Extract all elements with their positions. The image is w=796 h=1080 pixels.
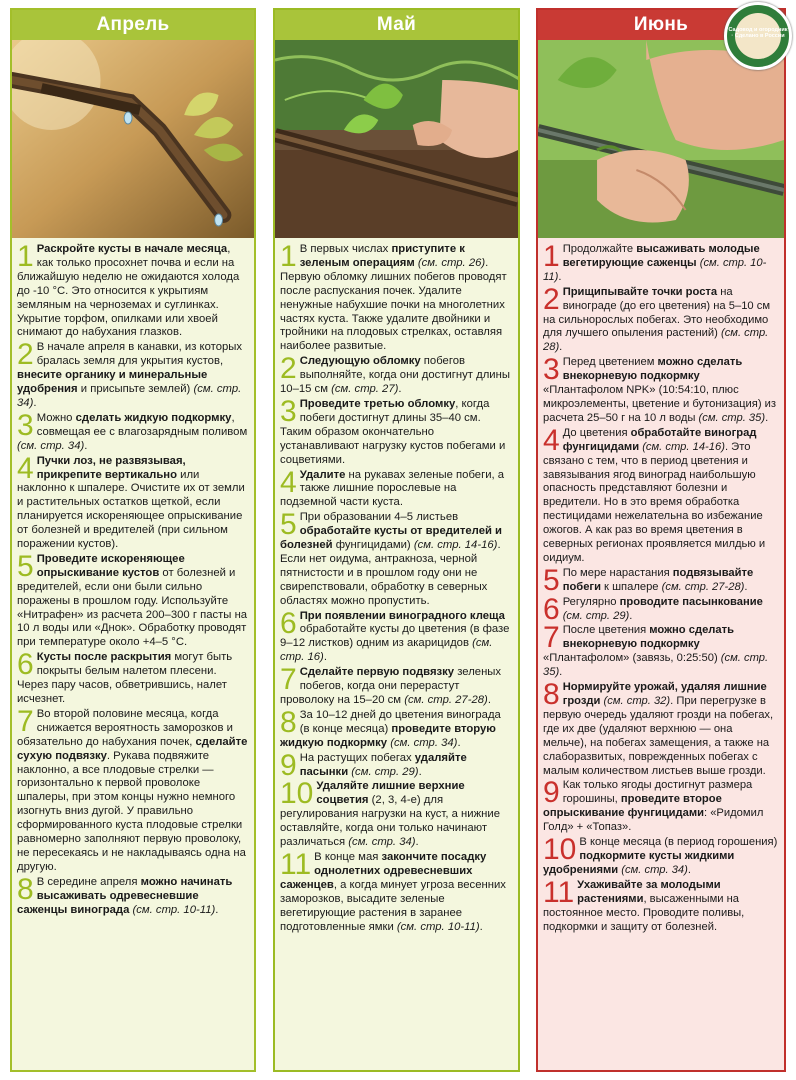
step-text: Раскройте кусты в начале месяца, как только просохнет почва и если на ближайшую неделю не ожидаются холода до -10 °С. Это относится к укрытиям земляным на черноземах и суглинках. Укрытие торфом, опилками или хвоей снимают до набухания глазков.	[17, 243, 240, 339]
step-item	[280, 847, 513, 934]
step-number: 8	[17, 872, 34, 906]
steps-list	[275, 238, 518, 934]
column-april	[10, 8, 256, 1072]
step-item	[543, 776, 779, 835]
column-june	[536, 8, 786, 1072]
step-item	[17, 549, 249, 650]
step-number: 11	[280, 847, 312, 881]
step-number: 3	[280, 394, 297, 428]
step-text: В середине апреля можно начинать высаживать одревесневшие саженцы винограда (см. стр. 10-11).	[17, 875, 233, 916]
step-number: 2	[17, 338, 34, 372]
step-number: 8	[543, 678, 560, 712]
column-title: Апрель	[12, 10, 254, 40]
step-item	[280, 352, 513, 397]
step-number: 10	[280, 777, 314, 811]
step-item	[17, 338, 249, 411]
steps-list	[538, 238, 784, 934]
step-number: 6	[280, 606, 297, 640]
step-item	[17, 704, 249, 875]
step-item	[280, 663, 513, 708]
step-text: Прищипывайте точки роста на винограде (до его цветения) на 5–10 см на сильнорослых побегах. Это необходимо для лучшего опыления растений) (см. стр. 28).	[543, 285, 771, 354]
hands-tying-vine-icon	[538, 40, 784, 238]
step-item	[17, 648, 249, 707]
step-item	[543, 621, 779, 680]
step-text: Пучки лоз, не развязывая, прикрепите вертикально или наклонно к шпалере. Очистите их от земли и растительных остатков щеткой, если планируется искореняющее опрыскивание от болезней и вредителей (при сильном поражении кустов).	[17, 454, 245, 551]
step-text: Удалите на рукавах зеленые побеги, а также лишние порослевые на подземной части куста.	[280, 468, 505, 509]
step-item	[543, 282, 779, 356]
step-item	[543, 423, 779, 566]
step-text: При появлении виноградного клеща обработайте кусты до цветения (в фазе 9–12 листков) одним из акарицидов (см. стр. 16).	[280, 609, 510, 664]
steps-list	[12, 238, 254, 918]
step-item	[280, 705, 513, 751]
step-text: Проведите третью обломку, когда побеги достигнут длины 35–40 см. Таким образом окончательно устанавливают нагрузку кустов побегами и соцветиями.	[280, 397, 506, 466]
step-text: Как только ягоды достигнут размера горошины, проведите второе опрыскивание фунгицидами: «Ридомил Голд» + «Топаз».	[543, 779, 764, 834]
step-item	[280, 606, 513, 666]
step-text: В первых числах приступите к зеленым операциям (см. стр. 26). Первую обломку лишних побегов проводят после распускания почек. Удалите ненужные набухшие почки на многолетних частях куста. Также удалите двойники и тройники на плодовых стрелках, оставляя наиболее развитые.	[280, 243, 507, 353]
step-number: 10	[543, 833, 577, 867]
step-item	[543, 875, 779, 935]
step-number: 3	[543, 353, 560, 387]
step-number: 2	[280, 352, 297, 386]
step-text: Во второй половине месяца, когда снижается вероятность заморозков и обязательно до набухания почек, сделайте сухую подвязку. Рукава подвяжите наклонно, а все плодовые стрелки — горизонтально к первой проволоке шпалеры, при этом концы нужно немного изогнуть вниз дугой. У правильно сформированного куста плодовые стрелки равномерно заполняют первую проволоку, не пересекаясь и не накладываясь одна на другую.	[17, 707, 248, 873]
step-text: По мере нарастания подвязывайте побеги к шпалере (см. стр. 27-28).	[562, 566, 754, 593]
step-item	[17, 451, 249, 552]
step-number: 7	[543, 621, 560, 655]
badge-text: Садовод и огородник · Сделано в России	[728, 27, 788, 39]
step-number: 6	[543, 592, 560, 626]
step-number: 4	[543, 423, 560, 457]
step-item	[543, 353, 779, 426]
hands-pruning-vine-icon	[275, 40, 518, 238]
step-text: На растущих побегах удаляйте пасынки (см. стр. 29).	[299, 751, 467, 778]
step-text: Удаляйте лишние верхние соцветия (2, 3, 4-е) для регулирования нагрузки на куст, а нижние оставляйте, когда они только начинают различаться (см. стр. 34).	[280, 780, 500, 849]
step-number: 9	[543, 776, 560, 810]
step-number: 1	[280, 240, 297, 273]
step-text: Регулярно проводите пасынкование (см. стр. 29).	[562, 595, 763, 622]
step-number: 4	[17, 451, 34, 485]
step-number: 4	[280, 465, 297, 499]
step-item	[543, 563, 779, 597]
step-number: 7	[280, 663, 297, 697]
step-item	[543, 240, 779, 285]
step-number: 2	[543, 282, 560, 316]
step-number: 7	[17, 704, 34, 738]
step-item	[543, 678, 779, 778]
column-title: Июнь	[538, 10, 784, 40]
step-text: До цветения обработайте виноград фунгицидами (см. стр. 14-16). Это связано с тем, что в период цветения и завязывания ягод виноград наибольшую опасность представляют болезни и вредители. Но в это время обработка пестицидами нежелательна во избежание ожогов. А как раз во время цветения в северных регионах проявляется милдью и оидиум.	[543, 426, 766, 564]
step-text: В конце мая закончите посадку однолетних одревесневших саженцев, а когда минует угроза весенних заморозков, высадите зеленые вегетирующие растения в заранее подготовленные ямки (см. стр. 10-11).	[280, 850, 506, 933]
step-text: В конце месяца (в период горошения) подкормите кусты жидкими удобрениями (см. стр. 34).	[543, 836, 778, 876]
step-number: 11	[543, 875, 575, 909]
step-number: 5	[17, 549, 34, 583]
step-text: Продолжайте высаживать молодые вегетирующие саженцы (см. стр. 10-11).	[543, 243, 767, 283]
step-number: 5	[543, 563, 560, 597]
step-number: 1	[543, 240, 560, 273]
step-number: 3	[17, 408, 34, 442]
step-text: Кусты после раскрытия могут быть покрыты белым налетом плесени. Через пару часов, обветрившись, налет исчезнет.	[17, 651, 233, 705]
step-number: 1	[17, 240, 34, 273]
step-item	[280, 240, 513, 354]
step-item	[17, 408, 249, 454]
step-number: 6	[17, 648, 34, 682]
step-text: Сделайте первую подвязку зеленых побегов, когда они перерастут проволоку на 15–20 см (см. стр. 27-28).	[280, 666, 502, 706]
step-text: Проведите искореняющее опрыскивание кустов от болезней и вредителей, если они были сильно поражены в прошлом году. Используйте «Нитрафен» из расчета 200–300 г пасты на 10 л воды или «Днок». Обработку проводят при температуре около +4–5 °С.	[17, 552, 248, 649]
step-item	[280, 748, 513, 782]
step-item	[280, 508, 513, 608]
step-item	[543, 592, 779, 626]
step-text: Перед цветением можно сделать внекорневую подкормку «Плантафолом NPK» (10:54:10, плюс микроэлементы, цветение и бутонизация) из расчета 25–50 г на 10 л воды (см. стр. 35).	[543, 356, 777, 424]
step-number: 5	[280, 508, 297, 542]
step-item	[280, 394, 513, 468]
step-text: За 10–12 дней до цветения винограда (в конце месяца) проведите вторую жидкую подкормку (см. стр. 34).	[280, 708, 501, 749]
column-may	[273, 8, 520, 1072]
step-item	[17, 240, 249, 340]
grapevine-bud-icon	[12, 40, 254, 238]
step-text: После цветения можно сделать внекорневую подкормку «Плантафолом» (завязь, 0:25:50) (см. стр. 35).	[543, 624, 769, 679]
step-number: 9	[280, 748, 297, 782]
step-text: Ухаживайте за молодыми растениями, высаженными на постоянное место. Проводите поливы, подкормки и защиту от болезней.	[543, 878, 745, 933]
step-item	[543, 833, 779, 878]
step-item	[17, 872, 249, 918]
step-text: Можно сделать жидкую подкормку, совмещая ее с влагозарядным поливом (см. стр. 34).	[17, 411, 248, 452]
step-text: Следующую обломку побегов выполняйте, когда они достигнут длины 10–15 см (см. стр. 27).	[280, 355, 510, 396]
step-item	[280, 777, 513, 850]
step-text: В начале апреля в канавки, из которых бралась земля для укрытия кустов, внесите органику и минеральные удобрения и присыпьте землей) (см. стр. 34).	[17, 341, 243, 409]
step-item	[280, 465, 513, 511]
step-number: 8	[280, 705, 297, 739]
column-title: Май	[275, 10, 518, 40]
step-text: При образовании 4–5 листьев обработайте кусты от вредителей и болезней фунгицидами) (см. стр. 14-16). Если нет оидума, антракноза, черной пятнистости и в прошлом году они не свирепствовали, обработку в северных областях можно пропустить.	[280, 511, 503, 607]
magazine-seal-icon	[724, 2, 792, 70]
step-text: Нормируйте урожай, удаляя лишние грозди (см. стр. 32). При перегрузке в первую очередь удаляют грозди на побегах, где их две (удаляют верхнюю — она мельче), на побегах замещения, а также на слаборазвитых, поврежденных побегах с малым количеством листьев выше грозди.	[543, 681, 774, 777]
